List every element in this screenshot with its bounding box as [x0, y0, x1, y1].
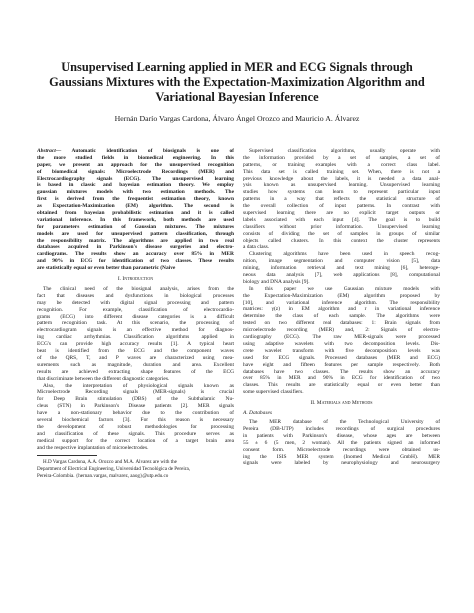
body-line: studies how systems can learn to represent particular input [243, 189, 440, 196]
body-line: may be detected with digital signal processing and pattern [37, 299, 234, 306]
left-column [37, 148, 234, 480]
section-heading-materials-methods: II. Materials and Methods [310, 400, 373, 407]
body-line: neous data analysis [7], web applications [8], computational [243, 272, 440, 279]
body-line: ing cardiac arrhythmias. Classification algorithms applied in [37, 334, 234, 341]
body-line: mining, information retrieval and text mining [6], heteroge- [243, 265, 440, 272]
body-paragraph [243, 251, 440, 285]
body-paragraph [243, 286, 440, 396]
body-line: used for ECG signals. Processed databases (MER and ECG) [243, 354, 440, 361]
affiliation-footnote [37, 459, 234, 480]
body-line: biology and DNA analysis [9]. [243, 278, 310, 285]
body-line: classes. This results are statistically equal or even better than [243, 382, 440, 389]
body-line: surements such as magnitude, duration and area. Excellent [37, 361, 234, 368]
abstract-line: variational inference. In this framework, both methods are used [37, 216, 234, 223]
paper-title [40, 60, 434, 105]
body-line: The clinical need of the biosignal analysis, arises from the [43, 286, 234, 293]
body-line: consists of dividing the set of samples in groups of similar [243, 230, 440, 237]
body-line: cardiography (ECG). The raw MER-signals were processed [243, 334, 440, 341]
title-line: Variational Bayesian Inference [155, 90, 319, 104]
abstract-line [37, 148, 234, 155]
body-line: In this paper we use Gaussian mixture models with [249, 285, 440, 292]
body-line: This data set is called training set. When, there is not a [243, 168, 440, 175]
body-line: the information provided by a set of samples, a set of [243, 154, 440, 161]
body-line: 55 ± 6 (5 men, 2 woman). All the patients signed an informed [243, 439, 440, 446]
section-heading-introduction: I. Introduction [117, 276, 154, 283]
body-line: fact that diseases and dysfunctions in biological processes [37, 292, 234, 299]
abstract-line: gaussian mixtures models with two estimation methods. The [37, 189, 234, 196]
abstract-line: databases acquired in Parkinson's disease surgeries and electro- [37, 244, 234, 251]
abstract-line: are statistically equal or even better than parametric (Naive [37, 265, 176, 272]
abstract-line: cardiograms. The results show an accuracy over 85% in MER [37, 251, 234, 258]
body-line: The MER database of the Technological University of [249, 419, 440, 426]
abstract-line: paper, we present an approach for the unsupervised recognition [37, 161, 234, 168]
body-line: medical support for the correct location of a target brain area [37, 437, 234, 444]
footnote-line: H.D Vargas Cardona, A.A. Orozco and M.A. Álvarez are with the [43, 459, 177, 466]
body-line: ing the ISIS MER system (Inomed Medical GmbH). MER [243, 453, 440, 460]
intro-paragraph [37, 286, 234, 382]
body-line: using adaptive wavelets with two decomposition levels. Dis- [243, 340, 440, 347]
abstract-line: the responsibility matrix. The algorithms are applied in two real [37, 237, 234, 244]
body-line: ysis known as unsupervised learning. Unsupervised learning [243, 182, 440, 189]
body-line: matrices: γ(z) in EM algorithm and r in variational inference [243, 306, 440, 313]
body-line: grams (ECG) into different disease categories is a difficult [37, 313, 234, 320]
body-line: Also, the interpretation of physiological signals known as [43, 382, 234, 389]
body-line: [10], and variational inference algorithm. The responsibility [243, 299, 440, 306]
abstract-first-line-text: — Automatic identification of biosignals is one of [55, 148, 234, 154]
footnote-rule [37, 455, 97, 456]
body-line: the development of robust methodologies for processing [37, 423, 234, 430]
body-line: Clustering algorithms have been used in speech recog- [249, 251, 440, 258]
body-line: Pereira (DB-UTP) includes recordings of surgical procedures [243, 425, 440, 432]
right-column [243, 148, 440, 467]
body-line: Microelectrode Recording signals (MER-signals) is crucial [37, 389, 234, 396]
body-line: previous knowledge about the labels, it is needed a data anal- [243, 175, 440, 182]
abstract-line: as Expectation-Maximization (EM) algorithm. The second is [37, 203, 234, 210]
body-line: supervised learning there are no explicit target outputs or [243, 210, 440, 217]
body-line: pattern recognition task. At this scenario, the processing of [37, 320, 234, 327]
body-line: nition, image segmentation and computer vision [5], data [243, 258, 440, 265]
abstract-line: Electrocardiography signals (ECG). The unsupervised learning [37, 175, 234, 182]
body-line: some supervised classifiers. [243, 389, 304, 396]
body-line: patterns in a way that reflects the statistical structure of [243, 196, 440, 203]
intro-paragraph [37, 383, 234, 452]
abstract-line: obtained from bayesian probabilistic estimation and it is called [37, 210, 234, 217]
body-line: objects called clusters. In this context the cluster represents [243, 237, 440, 244]
abstract-line: the more studied fields in biomedical engineering. In this [37, 154, 234, 161]
body-line: that discriminate between the different diagnostic categories. [37, 375, 170, 382]
body-line: electrocardiogram signals is an effective method for diagnos- [37, 327, 234, 334]
body-line: determine the class of each sample. The algorithms were [243, 313, 440, 320]
body-line: and the respective implantation of microelectrodes. [37, 444, 149, 451]
body-line: have a non-stationary behavior due to the contribution of [37, 410, 234, 417]
body-line: cleus (STN) in Parkinson's Disease patients [2]. MER signals [37, 403, 234, 410]
body-line: a data class. [243, 244, 270, 251]
body-line: consent form. Microelectrode recordings were obtained us- [243, 446, 440, 453]
body-line: for Deep Brain stimulation (DBS) of the Subthalamic Nu- [37, 396, 234, 403]
body-line: the Expectation-Maximization (EM) algorithm proposed by [243, 292, 440, 299]
abstract-line: and 90% in ECG for identification of two classes. These results [37, 258, 234, 265]
body-line: results are achieved extracting shape features of the ECG [37, 368, 234, 375]
abstract-line: first is derived from the frequentist estimation theory, known [37, 196, 234, 203]
body-paragraph [243, 148, 440, 251]
abstract-label: Abstract [37, 148, 56, 154]
footnote-line: Pereira-Colombia. {hernan.vargas, malvarez, aaog}@utp.edu.co [37, 473, 169, 480]
body-line: crete wavelet transform with five decomposition levels was [243, 347, 440, 354]
abstract-line: of biomedical signals: Microelectrode Recordings (MER) and [37, 168, 234, 175]
subsection-heading-databases: A. Databases [243, 410, 272, 417]
body-line: classifiers without prior information. Unsupervised learning [243, 223, 440, 230]
title-line: Unsupervised Learning applied in MER and ECG Signals through [61, 60, 413, 74]
body-line: databases have two classes. The results show an accuracy [243, 368, 440, 375]
body-line: beat is identified from the ECG and the component waves [37, 348, 234, 355]
abstract-line: for parameters estimation of Gaussian mixtures. The mixtures [37, 223, 234, 230]
footnote-line: Department of Electrical Engineering, Universidad Tecnológica de Pereira, [37, 466, 191, 473]
body-line: Supervised classification algorithms, usually operate with [249, 148, 440, 154]
body-line: the overall collection of input patterns. In contrast with [243, 203, 440, 210]
body-line: several biochemical factors [3]. For this reason is necessary [37, 416, 234, 423]
body-line: patterns, or training examples with a correct class label. [243, 161, 440, 168]
body-line: and classification of these signals. This procedure serves as [37, 430, 234, 437]
body-line: microelectrode recording (MER) and, 2: Signals of electro- [243, 327, 440, 334]
body-line: recognition. For example, classification of electrocardio- [37, 306, 234, 313]
author-list: Hernán Darío Vargas Cardona, Álvaro Ángel Orozco and Mauricio A. Álvarez [114, 114, 360, 123]
abstract-line: is based in classic and bayesian estimation theory. We employ [37, 182, 234, 189]
body-line: ECG's can provide high accuracy results [1]. A typical heart [37, 341, 234, 348]
body-line: tested on two different real databases: 1: Brain signals from [243, 320, 440, 327]
body-line: over 85% in MER and 90% in ECG for identification of two [243, 375, 440, 382]
body-line: signals were labeled by neurophysiology and neurosurgery [243, 460, 440, 467]
body-line: have eight and fifteen features per sample respectively. Both [243, 361, 440, 368]
body-line: labels associated with each input [4]. The goal is to build [243, 216, 440, 223]
abstract-line: models are used for unsupervised pattern classification, through [37, 230, 234, 237]
abstract [37, 148, 234, 272]
title-line: Gaussians Mixtures with the Expectation-Maximization Algorithm and [49, 75, 425, 89]
body-paragraph [243, 419, 440, 467]
body-line: in patients with Parkinson's disease, whose ages are between [243, 432, 440, 439]
body-line: of the QRS, T, and P waves are characterized using mea- [37, 354, 234, 361]
